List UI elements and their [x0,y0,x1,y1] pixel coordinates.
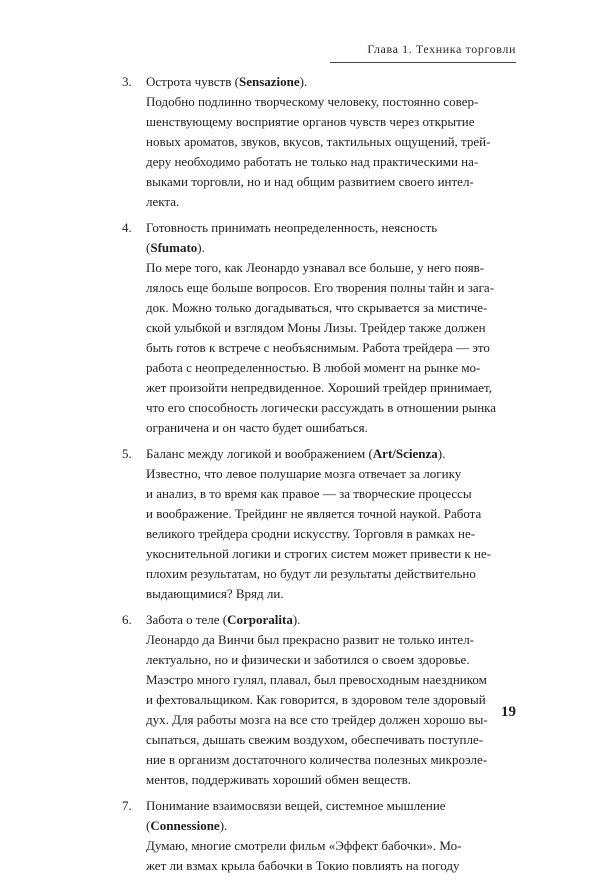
item-heading-text: Острота чувств ( [146,74,239,89]
item-heading-term: Sfumato [150,240,198,255]
body-line: По мере того, как Леонардо узнавал все больше, у него появ- [146,260,485,275]
item-heading-term: Connessione [150,818,220,833]
body-line: Леонардо да Винчи был прекрасно развит не только интел- [146,632,475,647]
item-heading-text: Забота о теле ( [146,612,228,627]
list-item [122,610,488,790]
item-heading-text: Понимание взаимосвязи вещей, системное мышление [146,798,446,813]
item-number: 5. [122,446,132,461]
body-line: укоснительной логики и строгих систем может привести к не- [146,546,492,561]
list-item [122,218,497,438]
body-line: деру необходимо работать не только над практическими на- [146,154,479,169]
item-number: 7. [122,798,132,813]
item-heading-tail: ). [299,74,308,89]
item-number: 6. [122,612,132,627]
body-line: что его способность логически рассуждать в отношении рынка [146,400,497,415]
body-line: Известно, что левое полушарие мозга отвечает за логику [146,466,462,481]
item-heading-term: Corporalita [227,612,293,627]
body-line: выдающимися? Вряд ли. [146,586,284,601]
header-rule [330,62,516,63]
body-line: и воображение. Трейдинг не является точной наукой. Работа [146,506,482,521]
body-line: жет произойти непредвиденное. Хороший трейдер принимает, [146,380,492,395]
body-line: дух. Для работы мозга на все сто трейдер должен хорошо вы- [146,712,488,727]
body-line: великого трейдера сродни искусству. Торговля в рамках не- [146,526,476,541]
item-heading-term: Art/Scienza [372,446,438,461]
item-heading-tail: ). [197,240,205,255]
body-line: ограничена и он часто будет ошибаться. [146,420,368,435]
item-body [122,836,478,876]
body-line: Подобно подлинно творческому человеку, постоянно совер- [146,94,479,109]
page-number: 19 [501,704,516,720]
page-body [122,72,497,882]
list-item [122,796,478,876]
item-heading-term: Sensazione [238,74,300,89]
body-line: Думаю, многие смотрели фильм «Эффект бабочки». Мо- [146,838,462,853]
item-body [122,464,492,604]
item-heading-tail: ). [437,446,446,461]
body-line: лекта. [146,194,180,209]
body-line: лялось еще больше вопросов. Его творения полны тайн и зага- [146,280,495,295]
body-line: ментов, поддерживать хороший обмен веществ. [146,772,412,787]
item-heading [122,816,478,836]
body-line: быть готов к встрече с необъяснимым. Работа трейдера — это [146,340,490,355]
body-line: и фехтовальщиком. Как говорится, в здоровом теле здоровый [146,692,486,707]
item-heading-tail: ). [219,818,228,833]
body-line: шенствующему восприятие органов чувств через открытие [146,114,475,129]
body-line: док. Можно только догадываться, что скрывается за мистиче- [146,300,488,315]
body-line: и анализ, в то время как правое — за творческие процессы [146,486,472,501]
item-heading [122,218,478,258]
item-body [122,92,491,212]
item-heading-tail: ). [292,612,301,627]
body-line: лектуально, но и физически и заботился о своем здоровье. [146,652,470,667]
body-line: Маэстро много гулял, плавал, был превосходным наездником [146,672,487,687]
item-body [122,258,497,438]
body-line: работа с неопределенностью. В любой момент на рынке мо- [146,360,481,375]
list-item [122,72,491,212]
body-line: ние в организм достаточного количества полезных микроэле- [146,752,488,767]
item-heading [122,72,478,92]
item-heading-text: Баланс между логикой и воображением ( [146,446,373,461]
body-line: новых ароматов, звуков, вкусов, тактильных ощущений, трей- [146,134,491,149]
item-number: 4. [122,220,132,235]
body-line: сыпаться, дышать свежим воздухом, обеспечивать поступле- [146,732,484,747]
running-header: Глава 1. Техника торговли [367,42,516,56]
body-line: ской улыбкой и взглядом Моны Лизы. Трейдер также должен [146,320,486,335]
list-item [122,444,492,604]
item-heading-text: Готовность принимать неопределенность, неясность ( [146,220,438,255]
body-line: жет ли взмах крыла бабочки в Токио повлиять на погоду [146,858,460,873]
body-line: выками торговли, но и над общим развитием своего интел- [146,174,474,189]
item-number: 3. [122,74,132,89]
body-line: плохим результатам, но будут ли результаты действительно [146,566,476,581]
item-heading [122,610,478,630]
item-heading [122,444,478,464]
item-heading [122,796,478,816]
item-body [122,630,488,790]
item-heading-text: ( [146,818,151,833]
